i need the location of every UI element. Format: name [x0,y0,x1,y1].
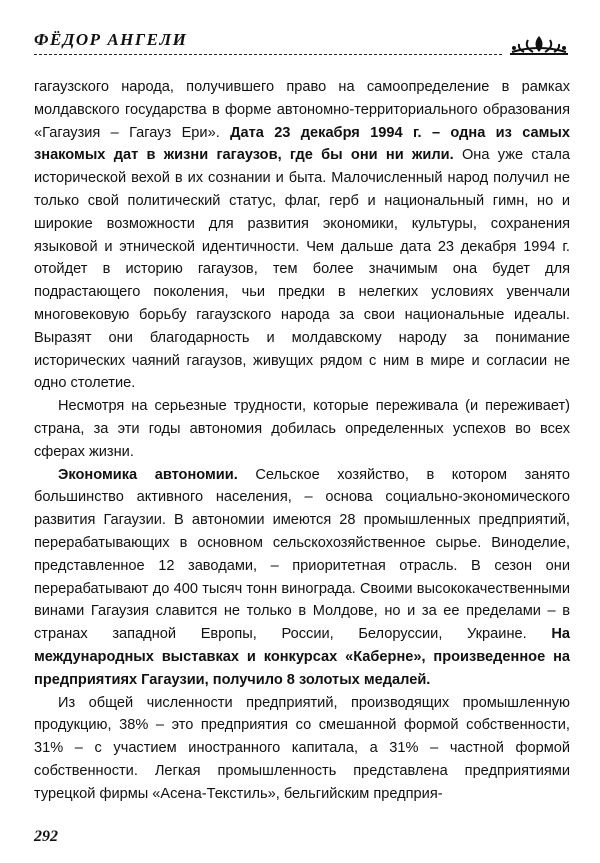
header-rule [34,54,502,55]
page-number: 292 [34,828,58,845]
paragraph [34,395,570,463]
text-segment: Сельское хозяйство, в котором занято большинство активного населения, – основа социально-экономического развития Гагаузии. В автономии имеются 28 промышленных предприятий, перерабатывающих в основном сельскохозяйственное сырье. Виноделие, представленное 12 заводами, – приоритетная отрасль. В сезон они перерабатывают до 400 тысяч тонн винограда. Своими высококачественными винами Гагаузия славится не только в Молдове, но и за ее пределами – в странах западной Европы, России, Белоруссии, Украине. [34,466,570,643]
lotus-ornament-icon [506,32,572,58]
text-segment: Она уже стала исторической вехой в их сознании и быта. Малочисленный народ получил не только свой политический статус, флаг, герб и национальный гимн, но и широкие возможности для развития экономики, культуры, сохранения языковой и этнической идентичности. Чем дальше дата 23 декабря 1994 г. отойдет в историю гагаузов, тем более значимым она будет для подрастающего поколения, чьи предки в нелегких условиях увенчали многовековую борьбу гагаузского народа за свои национальные идеалы. Выразят они благодарность и молдавскому народу за понимание исторических чаяний гагаузов, живущих рядом с ним в мире и согласии не одно столетие. [34,147,570,392]
paragraph [34,692,570,806]
text-segment: Несмотря на серьезные трудности, которые переживала (и переживает) страна, за эти годы автономия добилась определенных успехов во всех сферах жизни. [34,398,570,460]
paragraph [34,76,570,395]
bold-text-segment: На международных выставках и конкурсах «Каберне», произведенное на предприятиях Гагаузии, получило 8 золотых медалей. [34,626,570,688]
text-segment: Из общей численности предприятий, производящих промышленную продукцию, 38% – это предприятия со смешанной формой собственности, 31% – с участием иностранного капитала, а 31% – частной формой собственности. Легкая промышленность представлена предприятиями турецкой фирмы «Асена-Текстиль», бельгийским предприя- [34,694,570,802]
body-text [34,76,570,806]
running-header [34,26,574,58]
bold-text-segment: Экономика автономии. [58,466,238,483]
bold-text-segment: Дата 23 декабря 1994 г. – одна из самых знакомых дат в жизни гагаузов, где бы они ни жили. [34,124,570,164]
author-name: ФЁДОР АНГЕЛИ [34,30,188,49]
paragraph [34,464,570,692]
text-segment: гагаузского народа, получившего право на самоопределение в рамках молдавского государства в форме автономно-территориального образования «Гагаузия – Гагауз Ери». [34,79,570,141]
